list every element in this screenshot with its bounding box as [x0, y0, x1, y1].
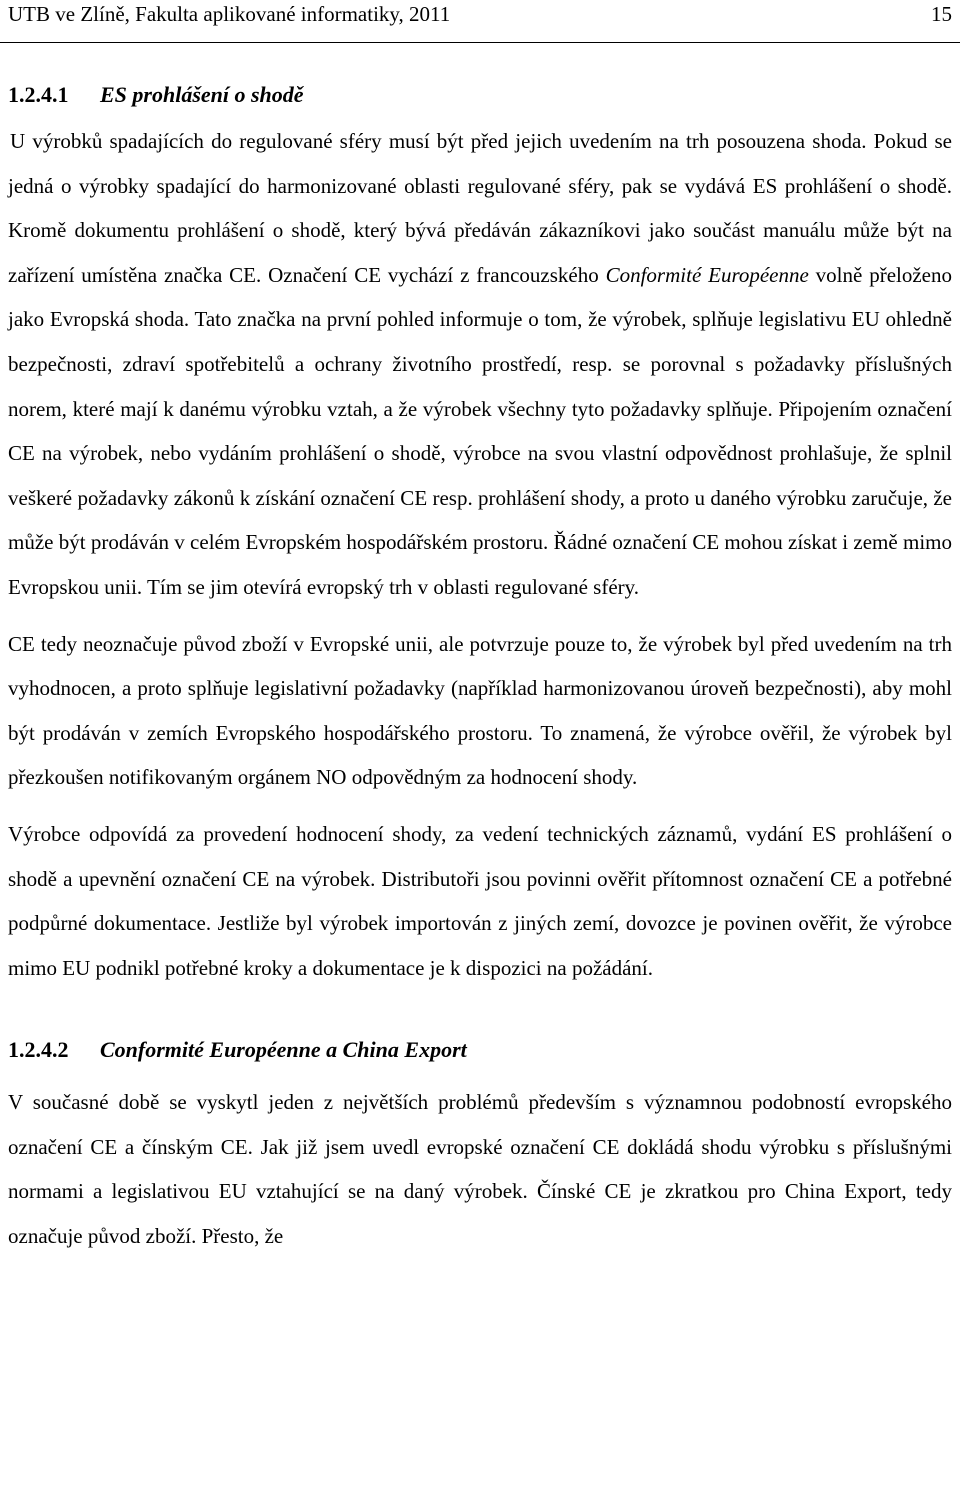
page-header: [0, 0, 960, 43]
page-number: 15: [931, 2, 952, 26]
italic-term: Conformité Européenne: [605, 262, 809, 287]
section-number: 1.2.4.2: [8, 1037, 69, 1063]
header-title: UTB ve Zlíně, Fakulta aplikované informatiky, 2011: [8, 2, 451, 26]
paragraph-manufacturer-duties: Výrobce odpovídá za provedení hodnocení shody, za vedení technických záznamů, vydání ES prohlášení o shodě a upevnění označení CE na výrobek. Distributoři jsou povinni ověřit přítomnost označení CE a potřebné podpůrné dokumentace. Jestliže byl výrobek importován z jiných zemí, dovozce je povinen ověřit, že výrobce mimo EU podnikl potřebné kroky a dokumentace je k dispozici na požádání.: [8, 821, 952, 980]
section-number: 1.2.4.1: [8, 82, 69, 107]
paragraph-es-declaration: [8, 119, 952, 610]
paragraph-ce-origin: CE tedy neoznačuje původ zboží v Evropské unii, ale potvrzuje pouze to, že výrobek byl před uvedením na trh vyhodnocen, a proto splňuje legislativní požadavky (například harmonizovanou úroveň bezpečnosti), aby mohl být prodáván v zemích Evropského hospodářského prostoru. To znamená, že výrobce ověřil, že výrobek byl přezkoušen notifikovaným orgánem NO odpovědným za hodnocení shody.: [8, 631, 952, 790]
paragraph-text: U výrobků spadajících do regulované sféry musí být před jejich uvedením na trh posouzena shoda. Pokud se jedná o výrobky spadající do harmonizované oblasti regulované sféry, pak se vydává ES prohlášení o shodě. Kromě dokumentu prohlášení o shodě, který bývá předáván zákazníkovi jako součást manuálu může být na zařízení umístěna značka CE. Označení CE vychází z francouzského: [8, 129, 952, 287]
paragraph-text: volně přeloženo jako Evropská shoda. Tato značka na první pohled informuje o tom, že výrobek, splňuje legislativu EU ohledně bezpečnosti, zdraví spotřebitelů a ochrany životního prostředí, resp. se porovnal s požadavky příslušných norem, které mají k danému výrobku vztah, a že výrobek všechny tyto požadavky splňuje. Připojením označení CE na výrobek, nebo vydáním prohlášení o shodě, výrobce na svou vlastní odpovědnost prohlašuje, že splnil veškeré požadavky zákonů k získání označení CE resp. prohlášení shody, a proto u daného výrobku zaručuje, že může být prodáván v celém Evropském hospodářském prostoru. Řádné označení CE mohou získat i země mimo Evropskou unii. Tím se jim otevírá evropský trh v oblasti regulované sféry.: [8, 262, 952, 599]
section-heading-1-2-4-2: [8, 1036, 952, 1064]
paragraph-china-export: V současné době se vyskytl jeden z největších problémů především s významnou podobností evropského označení CE a čínským CE. Jak již jsem uvedl evropské označení CE dokládá shodu výrobku s příslušnými normami a legislativou EU vztahující se na daný výrobek. Čínské CE je zkratkou pro China Export, tedy označuje původ zboží. Přesto, že: [8, 1090, 952, 1249]
section-heading-1-2-4-1: [8, 81, 952, 109]
section-title: ES prohlášení o shodě: [100, 82, 304, 107]
section-title: Conformité Européenne a China Export: [100, 1037, 467, 1063]
